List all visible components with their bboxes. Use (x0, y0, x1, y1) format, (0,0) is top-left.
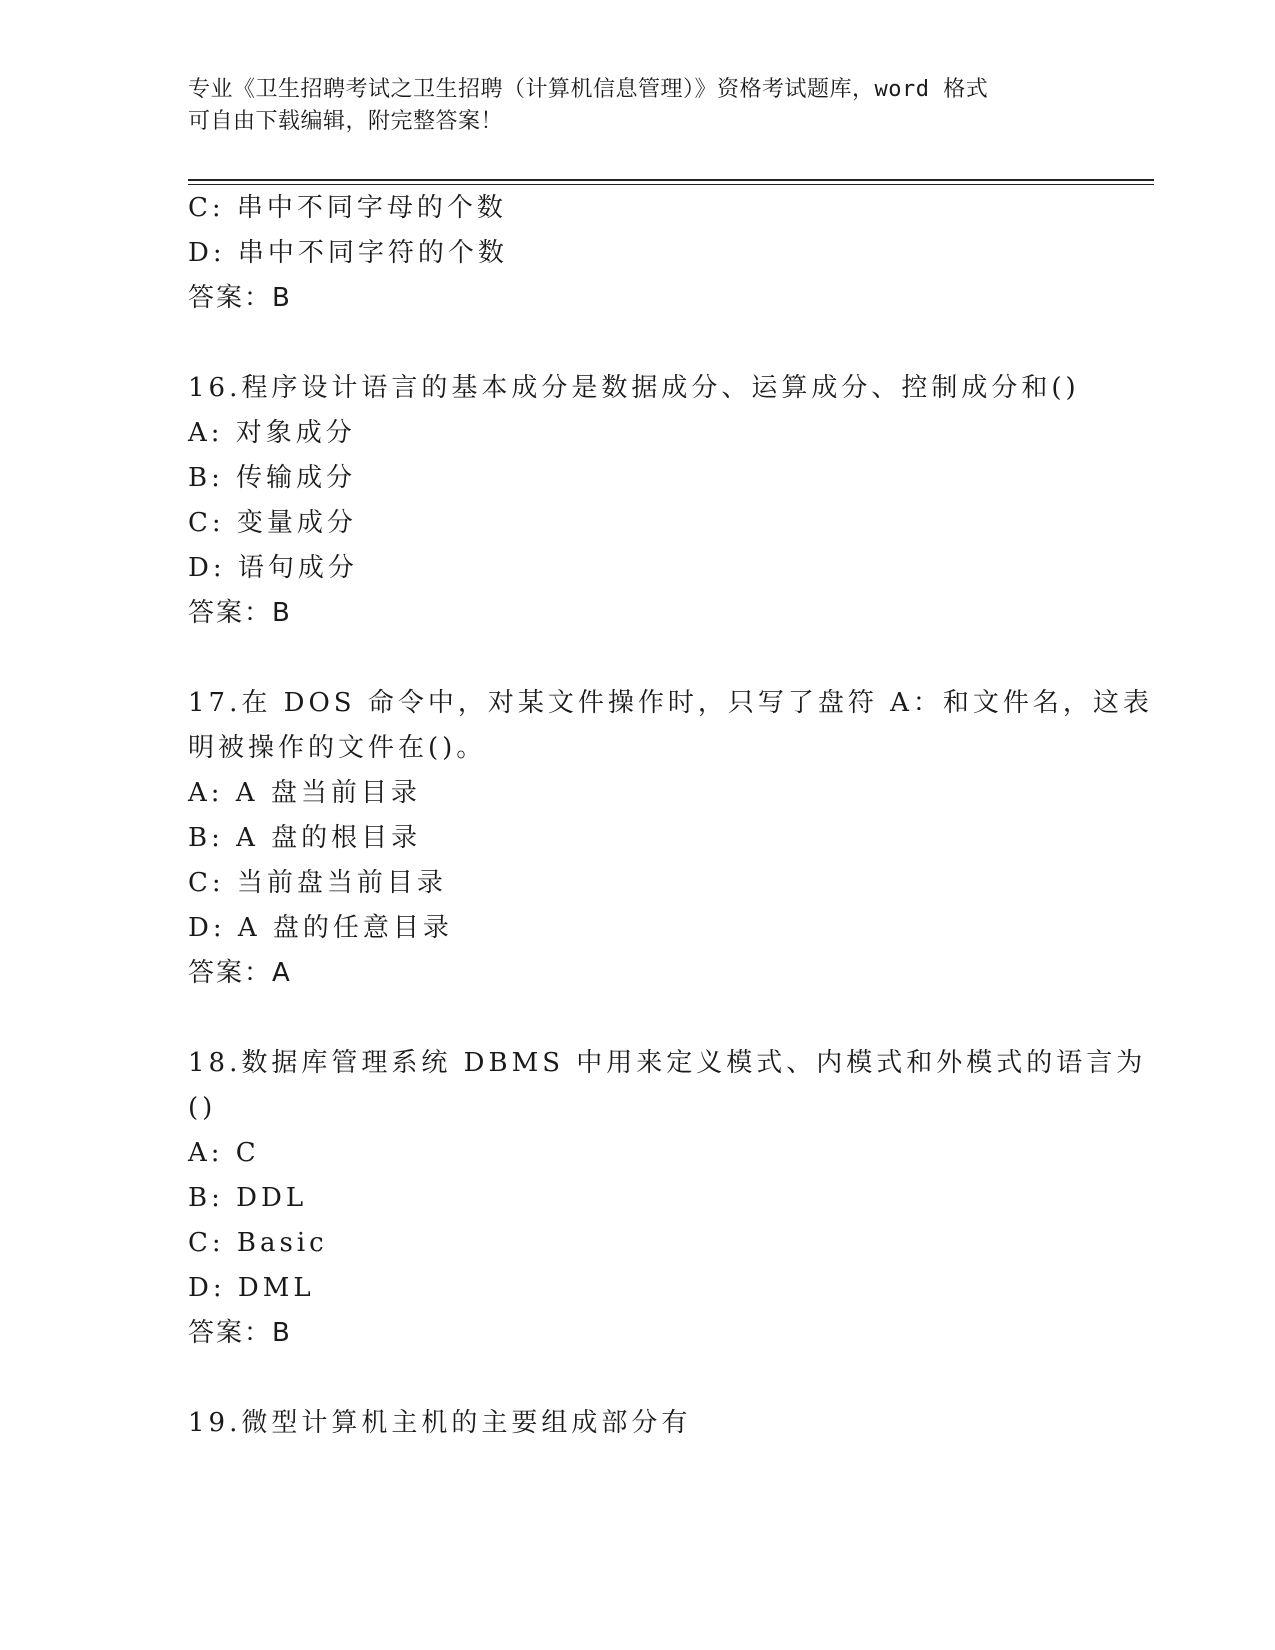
q19-stem: 19.微型计算机主机的主要组成部分有 (188, 1408, 692, 1438)
header-divider-thick (188, 179, 1154, 181)
q17-option-d: D: A 盘的任意目录 (188, 913, 453, 943)
header-line-1: 专业《卫生招聘考试之卫生招聘（计算机信息管理）》资格考试题库，word 格式 (188, 77, 989, 102)
q18-option-b: B: DDL (188, 1183, 308, 1213)
q18-stem-line-1: 18.数据库管理系统 DBMS 中用来定义模式、内模式和外模式的语言为 (188, 1048, 1147, 1078)
q15-option-c: C: 串中不同字母的个数 (188, 193, 507, 223)
header-line-2: 可自由下载编辑，附完整答案！ (188, 109, 504, 134)
q18-option-c: C: Basic (188, 1228, 328, 1258)
q16-option-b: B: 传输成分 (188, 463, 357, 493)
q17-option-a: A: A 盘当前目录 (188, 778, 421, 808)
q18-option-d: D: DML (188, 1273, 315, 1303)
q16-stem: 16.程序设计语言的基本成分是数据成分、运算成分、控制成分和() (188, 373, 1080, 403)
page-header (188, 74, 1088, 138)
header-divider-thin (188, 184, 1154, 185)
q16-option-c: C: 变量成分 (188, 508, 357, 538)
q15-option-d: D: 串中不同字符的个数 (188, 238, 508, 268)
q16-answer: 答案：B (188, 598, 292, 628)
q17-stem-line-1: 17.在 DOS 命令中，对某文件操作时，只写了盘符 A：和文件名，这表 (188, 688, 1153, 718)
q17-stem-line-2: 明被操作的文件在()。 (188, 733, 487, 763)
q18-option-a: A: C (188, 1138, 260, 1168)
q15-answer: 答案：B (188, 283, 292, 313)
q18-stem-line-2: () (188, 1093, 217, 1123)
q17-option-b: B: A 盘的根目录 (188, 823, 422, 853)
q18-answer: 答案：B (188, 1318, 292, 1348)
q17-option-c: C: 当前盘当前目录 (188, 868, 447, 898)
q16-option-d: D: 语句成分 (188, 553, 358, 583)
q17-answer: 答案：A (188, 958, 292, 988)
q16-option-a: A: 对象成分 (188, 418, 356, 448)
